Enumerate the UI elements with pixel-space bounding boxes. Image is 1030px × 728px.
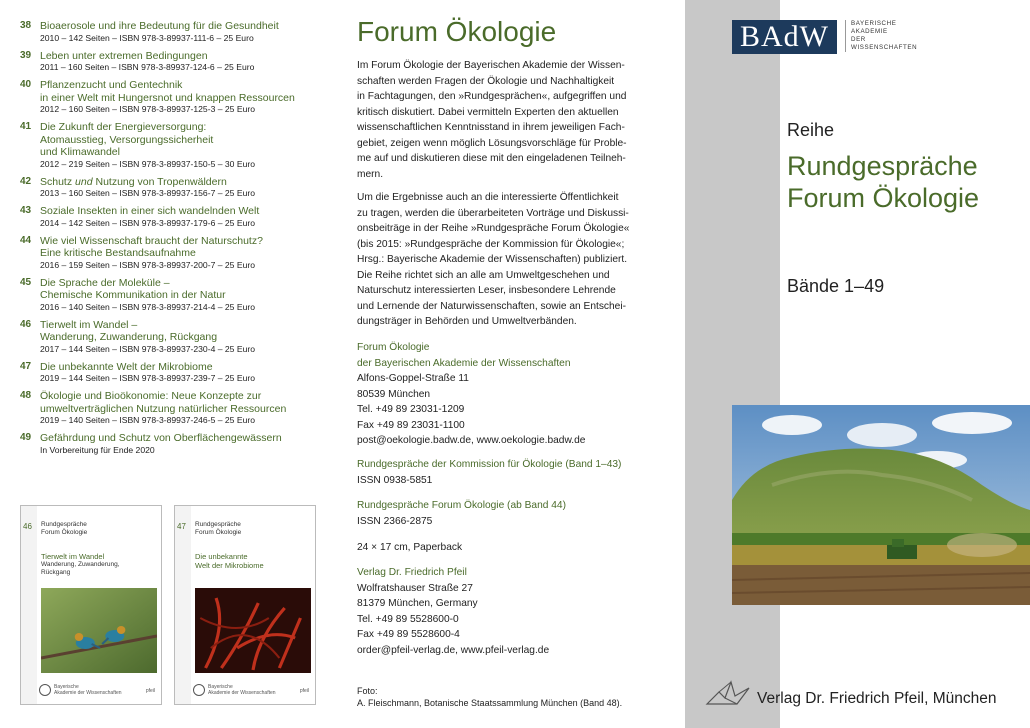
intro-line: in Fachtagungen, den »Rundgesprächen«, aufgegriffen und (357, 91, 627, 102)
pfeil-mark: pfeil (299, 688, 309, 694)
publisher-line: Fax +49 89 5528600-4 (357, 629, 460, 640)
intro-line: me auf und diskutieren diese mit den eingeladenen Teilneh- (357, 153, 626, 164)
issn-block-2: Rundgespräche Forum Ökologie (ab Band 44) ISSN 2366-2875 (357, 500, 566, 527)
right-column (685, 0, 1030, 728)
photo-credit: Foto: A. Fleischmann, Botanische Staatssammlung München (Band 48). (357, 686, 623, 708)
book-meta: 2017 – 144 Seiten – ISBN 978-3-89937-230-4 – 25 Euro (40, 343, 255, 354)
book-title: Die Zukunft der Energieversorgung: (40, 121, 207, 133)
book-title: Schutz und Nutzung von Tropenwäldern (40, 175, 227, 188)
intro-line: gebiet, zeigen wenn möglich Lösungsvorschläge für Proble- (357, 137, 627, 149)
book-meta: 2019 – 140 Seiten – ISBN 978-3-89937-246-5 – 25 Euro (40, 415, 255, 425)
book-number: 44 (20, 234, 32, 246)
cover-series: Rundgespräche Forum Ökologie (195, 521, 242, 536)
book-title: Bioaerosole und ihre Bedeutung für die Gesundheit (40, 20, 279, 32)
origami-crane-logo (705, 678, 751, 708)
landscape-photo (732, 405, 1030, 605)
contact-block: Forum Ökologie der Bayerischen Akademie der Wissenschaften Alfons-Goppel-Straße 11 80539 München Tel. +49 89 23031-1209 Fax +49 89 23031-1100 post@oekologie.badw.de, www.oekologie.badw.de (357, 340, 677, 449)
book-list-item (20, 79, 340, 115)
publisher-line: Wolfratshauser Straße 27 (357, 582, 473, 594)
book-number: 41 (20, 121, 32, 132)
publisher-line: order@pfeil-verlag.de, www.pfeil-verlag.de (357, 644, 550, 656)
volumes-label: Bände 1–49 (787, 276, 885, 296)
contact-line: Fax +49 89 23031-1100 (357, 419, 465, 431)
cover-title: Tierwelt im Wandel Wanderung, Zuwanderung, Rückgang (41, 552, 120, 576)
contact-line: Tel. +49 89 23031-1209 (357, 404, 465, 415)
intro-line: schaften werden Fragen der Ökologie und Nachhaltigkeit (357, 75, 615, 87)
book-list-item (20, 205, 340, 229)
book-meta: 2012 – 160 Seiten – ISBN 978-3-89937-125-3 – 25 Euro (40, 104, 255, 114)
book-list-item (20, 235, 340, 271)
cover-series: Rundgespräche Forum Ökologie (41, 521, 88, 536)
book-list-item (20, 277, 340, 313)
book-number: 46 (20, 318, 32, 330)
book-list-item (20, 20, 340, 44)
book-number: 40 (20, 79, 32, 90)
book-title: Die Sprache der Moleküle – (40, 276, 170, 289)
book-title: Gefährdung und Schutz von Oberflächengewässern (40, 432, 282, 444)
intro-line: wissenschaftlichen Kenntnisstand in ihrem jeweiligen Fach- (357, 122, 625, 133)
intro-line: kritisch diskutiert. Dabei vermitteln Experten den aktuellen (357, 106, 619, 118)
series-title: Rundgespräche Forum Ökologie (787, 151, 980, 213)
book-list-item (20, 390, 340, 426)
book-number: 38 (20, 20, 32, 31)
book-meta: 2016 – 159 Seiten – ISBN 978-3-89937-200-7 – 25 Euro (40, 259, 255, 270)
book-list-item (20, 361, 340, 385)
book-number: 42 (20, 175, 32, 187)
intro-line: Im Forum Ökologie der Bayerischen Akademie der Wissen- (357, 60, 625, 71)
book-title: Wie viel Wissenschaft braucht der Naturschutz? (40, 234, 263, 247)
book-meta: 2016 – 140 Seiten – ISBN 978-3-89937-214-4 – 25 Euro (40, 301, 255, 312)
series-line: Um die Ergebnisse auch an die interessierte Öffentlichkeit (357, 192, 619, 203)
forum-heading: Forum Ökologie (357, 16, 557, 47)
pfeil-mark: pfeil (145, 688, 155, 694)
book-meta: In Vorbereitung für Ende 2020 (40, 444, 155, 455)
bee-eaters-photo (41, 588, 157, 673)
book-title: Chemische Kommunikation in der Natur (40, 289, 226, 301)
left-column (0, 0, 345, 728)
book-meta: 2019 – 144 Seiten – ISBN 978-3-89937-239-7 – 25 Euro (40, 373, 255, 383)
book-meta: 2012 – 219 Seiten – ISBN 978-3-89937-150-5 – 30 Euro (40, 158, 255, 169)
series-line: Naturschutz interessierten Leser, insbesondere Lehrende (357, 285, 616, 296)
format-line: 24 × 17 cm, Paperback (357, 542, 463, 553)
series-paragraph (357, 190, 667, 330)
cover-number: 46 (23, 522, 32, 531)
book-number: 47 (20, 360, 32, 372)
book-title: Pflanzenzucht und Gentechnik (40, 79, 183, 91)
book-number: 48 (20, 390, 32, 401)
book-title: umweltverträglichen Nutzung natürlicher Ressourcen (40, 402, 287, 415)
book-number: 39 (20, 49, 32, 61)
issn-block-1: Rundgespräche der Kommission für Ökologie (Band 1–43) ISSN 0938-5851 (357, 459, 622, 486)
book-meta: 2013 – 160 Seiten – ISBN 978-3-89937-156-7 – 25 Euro (40, 188, 255, 198)
series-line: Die Reihe richtet sich an alle am Umweltgeschehen und (357, 269, 610, 281)
book-list-item (20, 121, 340, 170)
series-line: zu tragen, werden die überarbeiteten Vorträge und Diskussi- (357, 207, 629, 219)
publisher-line: 81379 München, Germany (357, 598, 478, 609)
cover-title: Die unbekannte Welt der Mikrobiome (195, 552, 264, 570)
microbiome-photo (195, 588, 311, 673)
series-line: Hrsg.: Bayerische Akademie der Wissenschaften) publiziert. (357, 254, 628, 265)
middle-column (345, 0, 685, 728)
book-number: 43 (20, 205, 32, 216)
reihe-label: Reihe (787, 120, 835, 140)
book-number: 45 (20, 276, 32, 288)
book-title: Ökologie und Bioökonomie: Neue Konzepte zur (40, 390, 262, 402)
intro-line: mern. (357, 168, 384, 180)
publisher-footer: Verlag Dr. Friedrich Pfeil, München (757, 690, 997, 707)
book-title: Eine kritische Bestandsaufnahme (40, 247, 196, 259)
cover-number: 47 (177, 522, 186, 531)
book-title: Tierwelt im Wandel – (40, 318, 138, 331)
badw-logo: BAdW (732, 20, 837, 54)
contact-line: post@oekologie.badw.de, www.oekologie.badw.de (357, 435, 586, 446)
book-title: Soziale Insekten in einer sich wandelnden Welt (40, 205, 260, 217)
book-title: und Klimawandel (40, 146, 120, 158)
cover-band-46 (20, 505, 162, 705)
book-title: in einer Welt mit Hungersnot und knappen Ressourcen (40, 91, 295, 104)
book-title: Atomausstieg, Versorgungssicherheit (40, 133, 214, 146)
badw-seal-logo: Bayerische Akademie der Wissenschaften (193, 684, 276, 696)
contact-line: 80539 München (357, 388, 431, 400)
book-list-item (20, 432, 340, 456)
cover-band-47 (174, 505, 316, 705)
book-list-item (20, 50, 340, 74)
book-list-item (20, 319, 340, 355)
intro-paragraph (357, 58, 667, 182)
series-line: (bis 2015: »Rundgespräche der Kommission für Ökologie«; (357, 238, 625, 250)
book-meta: 2010 – 142 Seiten – ISBN 978-3-89937-111-6 – 25 Euro (40, 32, 254, 43)
book-title: Die unbekannte Welt der Mikrobiome (40, 360, 213, 373)
book-title: Wanderung, Zuwanderung, Rückgang (40, 331, 218, 343)
series-line: dungsträger in Behörden und Umweltverbänden. (357, 316, 577, 327)
book-title: Leben unter extremen Bedingungen (40, 49, 208, 62)
series-line: onsbeiträge in der Reihe »Rundgespräche Forum Ökologie« (357, 223, 630, 234)
book-meta: 2014 – 142 Seiten – ISBN 978-3-89937-179-6 – 25 Euro (40, 217, 255, 228)
badw-seal-logo: Bayerische Akademie der Wissenschaften (39, 684, 122, 696)
book-list-item (20, 176, 340, 200)
publisher-block: Verlag Dr. Friedrich Pfeil Wolfratshauser Straße 27 81379 München, Germany Tel. +49 89 5528600-0 Fax +49 89 5528600-4 order@pfeil-verlag.de, www.pfeil-verlag.de (357, 565, 677, 658)
badw-logo-text: BAYERISCHE AKADEMIE DER WISSENSCHAFTEN (845, 20, 917, 52)
series-line: und Lernende der Naturwissenschaften, sowie an Entschei- (357, 300, 626, 312)
book-meta: 2011 – 160 Seiten – ISBN 978-3-89937-124-6 – 25 Euro (40, 62, 255, 72)
publisher-line: Tel. +49 89 5528600-0 (357, 613, 459, 625)
book-number: 49 (20, 432, 32, 443)
book-list (20, 20, 340, 462)
contact-line: Alfons-Goppel-Straße 11 (357, 373, 469, 384)
